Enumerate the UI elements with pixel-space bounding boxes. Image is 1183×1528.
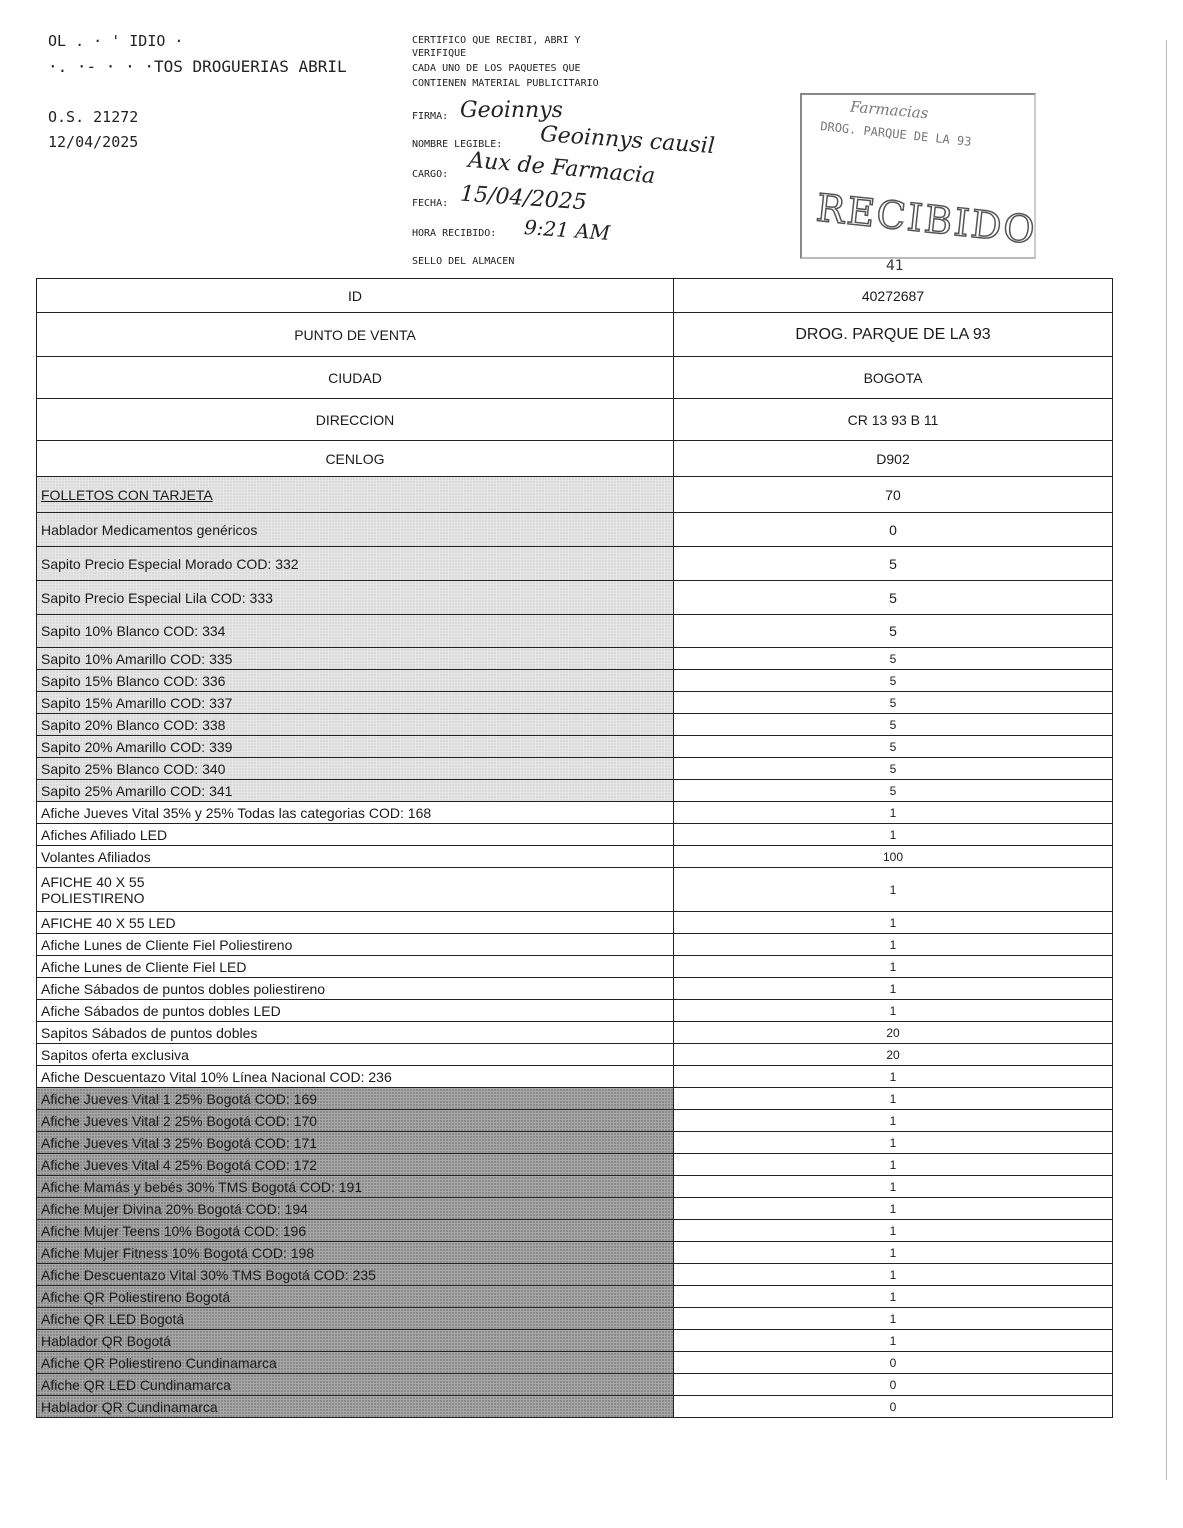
- info-label: PUNTO DE VENTA: [37, 313, 674, 357]
- item-name: [37, 1374, 674, 1396]
- item-name: [37, 1088, 674, 1110]
- item-row: [37, 912, 1113, 934]
- item-row: [37, 1198, 1113, 1220]
- item-quantity: 1: [674, 1088, 1113, 1110]
- item-name: [37, 714, 674, 736]
- fecha-value: 15/04/2025: [459, 181, 588, 216]
- item-row: [37, 513, 1113, 547]
- item-quantity: 5: [674, 648, 1113, 670]
- item-name: [37, 1396, 674, 1418]
- item-name-text: Afiche Jueves Vital 3 25% Bogotá COD: 171: [41, 1134, 318, 1151]
- info-value: 40272687: [674, 279, 1113, 313]
- item-quantity: 0: [674, 1352, 1113, 1374]
- item-row: [37, 714, 1113, 736]
- item-row: [37, 1330, 1113, 1352]
- item-quantity: 5: [674, 581, 1113, 615]
- item-name: [37, 1198, 674, 1220]
- certificate-line-2: VERIFIQUE: [412, 48, 467, 59]
- item-quantity: 70: [674, 477, 1113, 513]
- item-name: [37, 1110, 674, 1132]
- item-row: [37, 846, 1113, 868]
- item-quantity: 1: [674, 802, 1113, 824]
- info-row-direccion: [37, 399, 1113, 441]
- item-row: [37, 1242, 1113, 1264]
- info-value: D902: [674, 441, 1113, 477]
- item-name-text: Sapito Precio Especial Morado COD: 332: [41, 555, 299, 572]
- item-name-text: Hablador QR Cundinamarca: [41, 1398, 218, 1415]
- item-row: [37, 1352, 1113, 1374]
- item-name: [37, 736, 674, 758]
- item-row: [37, 780, 1113, 802]
- item-quantity: 0: [674, 1374, 1113, 1396]
- cargo-label: CARGO:: [412, 169, 449, 180]
- item-name-text: Sapitos Sábados de puntos dobles: [41, 1024, 258, 1041]
- item-quantity: 5: [674, 758, 1113, 780]
- item-row: [37, 934, 1113, 956]
- info-value: CR 13 93 B 11: [674, 399, 1113, 441]
- item-name: [37, 1000, 674, 1022]
- item-row: [37, 956, 1113, 978]
- item-name: [37, 1176, 674, 1198]
- stamp-logo: Farmacias: [849, 97, 930, 123]
- item-name-text: Sapito 20% Amarillo COD: 339: [41, 738, 233, 755]
- item-row: [37, 1396, 1113, 1418]
- item-quantity: 1: [674, 868, 1113, 912]
- info-label: ID: [37, 279, 674, 313]
- hora-value: 9:21 AM: [523, 215, 611, 245]
- item-name: [37, 581, 674, 615]
- item-name-text: Afiche QR Poliestireno Bogotá: [41, 1288, 231, 1305]
- item-name-text: Hablador QR Bogotá: [41, 1332, 171, 1349]
- stamp-store-name: DROG. PARQUE DE LA 93: [819, 119, 973, 149]
- item-quantity: 5: [674, 736, 1113, 758]
- item-row: [37, 477, 1113, 513]
- item-quantity: 1: [674, 1000, 1113, 1022]
- item-name-text: Afiche QR LED Bogotá: [41, 1310, 185, 1327]
- item-quantity: 1: [674, 1066, 1113, 1088]
- item-quantity: 1: [674, 1132, 1113, 1154]
- item-quantity: 5: [674, 692, 1113, 714]
- item-name-text: Sapito 20% Blanco COD: 338: [41, 716, 226, 733]
- item-name-text: Sapito 15% Blanco COD: 336: [41, 672, 226, 689]
- info-row-id: [37, 279, 1113, 313]
- item-row: [37, 1022, 1113, 1044]
- item-name: [37, 1330, 674, 1352]
- item-name-text: Afiche QR LED Cundinamarca: [41, 1376, 231, 1393]
- item-quantity: 1: [674, 934, 1113, 956]
- item-row: [37, 1308, 1113, 1330]
- item-name: [37, 513, 674, 547]
- item-row: [37, 1374, 1113, 1396]
- item-name-text: Afiche QR Poliestireno Cundinamarca: [41, 1354, 277, 1371]
- item-name-text: Afiche Lunes de Cliente Fiel Poliestireno: [41, 936, 293, 953]
- item-quantity: 1: [674, 912, 1113, 934]
- item-name-text: Afiche Jueves Vital 35% y 25% Todas las categorias COD: 168: [41, 804, 432, 821]
- info-label: CENLOG: [37, 441, 674, 477]
- order-date: 12/04/2025: [48, 133, 139, 151]
- header-line-1: OL . · ' IDIO ·: [48, 32, 184, 50]
- item-name: [37, 1286, 674, 1308]
- item-row: [37, 1264, 1113, 1286]
- item-name-text: Afiche Jueves Vital 1 25% Bogotá COD: 169: [41, 1090, 318, 1107]
- received-stamp: [800, 93, 1040, 263]
- item-quantity: 1: [674, 1220, 1113, 1242]
- item-name-text: Afiche Mamás y bebés 30% TMS Bogotá COD: 191: [41, 1178, 363, 1195]
- item-name-text: Hablador Medicamentos genéricos: [41, 521, 258, 538]
- item-quantity: 5: [674, 547, 1113, 581]
- item-name-text: Afiches Afiliado LED: [41, 826, 168, 843]
- item-row: [37, 1154, 1113, 1176]
- item-quantity: 20: [674, 1022, 1113, 1044]
- item-quantity: 1: [674, 1308, 1113, 1330]
- item-name: [37, 1352, 674, 1374]
- item-name-text: Sapito 15% Amarillo COD: 337: [41, 694, 233, 711]
- item-name-text: Sapito Precio Especial Lila COD: 333: [41, 589, 273, 606]
- item-quantity: 5: [674, 714, 1113, 736]
- item-name: [37, 692, 674, 714]
- item-name: [37, 934, 674, 956]
- item-row: [37, 648, 1113, 670]
- certificate-line-4: CONTIENEN MATERIAL PUBLICITARIO: [412, 78, 599, 89]
- item-quantity: 1: [674, 1110, 1113, 1132]
- nombre-value: Geoinnys causil: [539, 121, 716, 160]
- item-name: [37, 1264, 674, 1286]
- item-name: [37, 1066, 674, 1088]
- item-quantity: 1: [674, 978, 1113, 1000]
- item-name: [37, 1022, 674, 1044]
- item-name-text: FOLLETOS CON TARJETA: [41, 486, 213, 503]
- item-quantity: 20: [674, 1044, 1113, 1066]
- item-name-text: Sapito 25% Blanco COD: 340: [41, 760, 226, 777]
- item-name-text: Afiche Jueves Vital 2 25% Bogotá COD: 170: [41, 1112, 318, 1129]
- info-row-punto-de-venta: [37, 313, 1113, 357]
- item-row: [37, 1088, 1113, 1110]
- stamp-received-text: RECIBIDO: [814, 185, 1039, 253]
- hora-label: HORA RECIBIDO:: [412, 228, 497, 239]
- info-row-ciudad: [37, 357, 1113, 399]
- item-row: [37, 581, 1113, 615]
- order-number: O.S. 21272: [48, 108, 139, 126]
- delivery-table: [36, 278, 1113, 1418]
- item-quantity: 1: [674, 1154, 1113, 1176]
- item-name-text: AFICHE 40 X 55: [41, 873, 145, 890]
- item-row: [37, 670, 1113, 692]
- item-quantity: 0: [674, 1396, 1113, 1418]
- info-value: DROG. PARQUE DE LA 93: [674, 313, 1113, 357]
- firma-label: FIRMA:: [412, 111, 449, 122]
- item-name-text: Afiche Lunes de Cliente Fiel LED: [41, 958, 247, 975]
- item-row: [37, 1000, 1113, 1022]
- item-quantity: 5: [674, 670, 1113, 692]
- item-quantity: 5: [674, 615, 1113, 648]
- item-name-text: Volantes Afiliados: [41, 848, 151, 865]
- item-name: [37, 978, 674, 1000]
- item-name: [37, 912, 674, 934]
- item-quantity: 1: [674, 1264, 1113, 1286]
- item-quantity: 1: [674, 1330, 1113, 1352]
- item-quantity: 0: [674, 513, 1113, 547]
- item-quantity: 1: [674, 1198, 1113, 1220]
- info-value: BOGOTA: [674, 357, 1113, 399]
- fecha-label: FECHA:: [412, 198, 449, 209]
- item-name-text: Sapitos oferta exclusiva: [41, 1046, 189, 1063]
- item-name: [37, 670, 674, 692]
- item-name: [37, 868, 674, 912]
- item-row: [37, 802, 1113, 824]
- item-name: [37, 615, 674, 648]
- item-row: [37, 547, 1113, 581]
- item-row: [37, 868, 1113, 912]
- item-name-text: Sapito 10% Amarillo COD: 335: [41, 650, 233, 667]
- item-name: [37, 547, 674, 581]
- item-row: [37, 1286, 1113, 1308]
- item-row: [37, 1044, 1113, 1066]
- scan-margin-line: [1166, 40, 1167, 1480]
- item-name-text: Afiche Descuentazo Vital 10% Línea Nacional COD: 236: [41, 1068, 392, 1085]
- item-name-text: Afiche Mujer Fitness 10% Bogotá COD: 198: [41, 1244, 315, 1261]
- page-number: 41: [886, 258, 904, 274]
- item-name-text-line2: POLIESTIRENO: [41, 889, 145, 906]
- item-name: [37, 1220, 674, 1242]
- certificate-line-3: CADA UNO DE LOS PAQUETES QUE: [412, 63, 581, 74]
- item-quantity: 100: [674, 846, 1113, 868]
- item-name-text: Afiche Descuentazo Vital 30% TMS Bogotá COD: 235: [41, 1266, 376, 1283]
- cargo-value: Aux de Farmacia: [467, 147, 657, 190]
- item-quantity: 5: [674, 780, 1113, 802]
- item-name-text: Sapito 25% Amarillo COD: 341: [41, 782, 233, 799]
- item-name: [37, 1044, 674, 1066]
- item-row: [37, 1220, 1113, 1242]
- item-name: [37, 1242, 674, 1264]
- item-quantity: 1: [674, 1176, 1113, 1198]
- item-name-text: AFICHE 40 X 55 LED: [41, 914, 176, 931]
- item-quantity: 1: [674, 1242, 1113, 1264]
- item-name: [37, 846, 674, 868]
- item-quantity: 1: [674, 956, 1113, 978]
- item-name: [37, 648, 674, 670]
- item-name: [37, 477, 674, 513]
- item-row: [37, 1132, 1113, 1154]
- item-name: [37, 1132, 674, 1154]
- item-row: [37, 1110, 1113, 1132]
- item-name-text: Afiche Jueves Vital 4 25% Bogotá COD: 172: [41, 1156, 318, 1173]
- item-name-text: Afiche Sábados de puntos dobles poliestireno: [41, 980, 326, 997]
- item-name-text: Afiche Mujer Divina 20% Bogotá COD: 194: [41, 1200, 308, 1217]
- item-name: [37, 1308, 674, 1330]
- item-name-text: Afiche Sábados de puntos dobles LED: [41, 1002, 281, 1019]
- item-row: [37, 978, 1113, 1000]
- item-name: [37, 824, 674, 846]
- item-row: [37, 824, 1113, 846]
- item-row: [37, 758, 1113, 780]
- item-row: [37, 736, 1113, 758]
- item-name-text: Sapito 10% Blanco COD: 334: [41, 623, 226, 639]
- item-row: [37, 615, 1113, 648]
- info-row-cenlog: [37, 441, 1113, 477]
- firma-signature: Geoinnys: [460, 98, 563, 123]
- item-name: [37, 956, 674, 978]
- item-name: [37, 802, 674, 824]
- info-label: CIUDAD: [37, 357, 674, 399]
- info-label: DIRECCION: [37, 399, 674, 441]
- item-name: [37, 758, 674, 780]
- item-quantity: 1: [674, 824, 1113, 846]
- item-row: [37, 1176, 1113, 1198]
- certificate-line-1: CERTIFICO QUE RECIBI, ABRI Y: [412, 35, 581, 46]
- item-quantity: 1: [674, 1286, 1113, 1308]
- sello-label: SELLO DEL ALMACEN: [412, 256, 515, 267]
- header-company: ·. ·- · · ·TOS DROGUERIAS ABRIL: [48, 57, 347, 76]
- nombre-label: NOMBRE LEGIBLE:: [412, 139, 503, 150]
- item-row: [37, 692, 1113, 714]
- item-name: [37, 780, 674, 802]
- item-row: [37, 1066, 1113, 1088]
- item-name: [37, 1154, 674, 1176]
- item-name-text: Afiche Mujer Teens 10% Bogotá COD: 196: [41, 1222, 307, 1239]
